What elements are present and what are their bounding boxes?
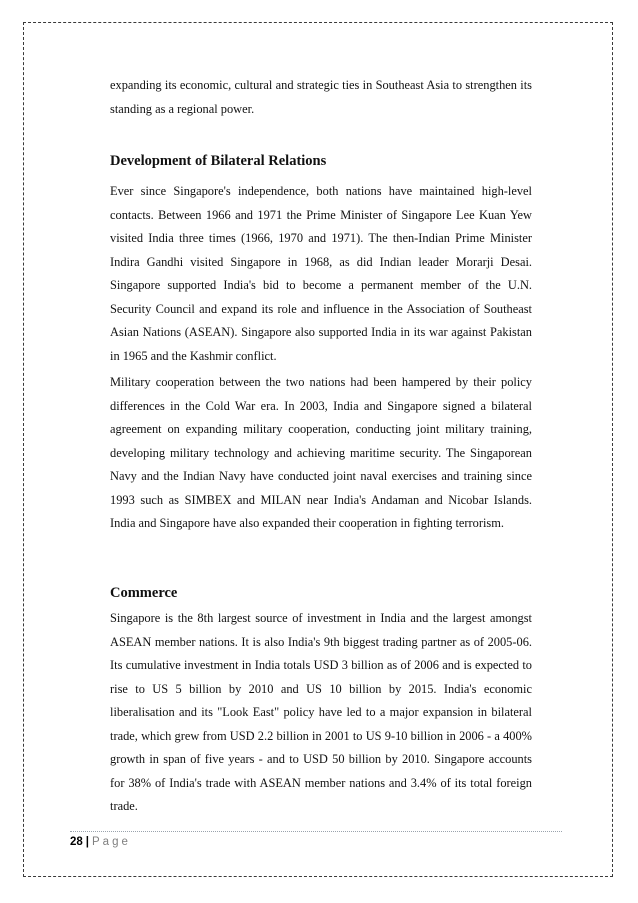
relations-section — [110, 151, 532, 171]
commerce-section — [110, 583, 532, 603]
relations-heading: Development of Bilateral Relations — [110, 153, 327, 169]
footer-rule — [70, 831, 562, 832]
commerce-paragraph: Singapore is the 8th largest source of investment in India and the largest amongst ASEAN member nations. It is also India's 9th biggest trading partner as of 2005-06. Its cumulative investment in India totals USD 3 billion as of 2006 and is expected to rise to US 5 billion by 2010 and US 10 billion by 2015. India's economic liberalisation and its "Look East" policy have led to a major expansion in bilateral trade, which grew from USD 2.2 billion in 2001 to US 9-10 billion in 2006 - a 400% growth in span of five years - and to USD 50 billion by 2010. Singapore accounts for 38% of India's trade with ASEAN member nations and 3.4% of its total foreign trade. — [110, 611, 532, 813]
relations-paragraph-1: Ever since Singapore's independence, both nations have maintained high-level contacts. Between 1966 and 1971 the Prime Minister of Singapore Lee Kuan Yew visited India three times (1966, 1970 and 1971). The then-Indian Prime Minister Indira Gandhi visited Singapore in 1968, as did Indian leader Morarji Desai. Singapore supported India's bid to become a permanent member of the U.N. Security Council and expand its role and influence in the Association of Southeast Asian Nations (ASEAN). Singapore also supported India in its war against Pakistan in 1965 and the Kashmir conflict. — [110, 184, 532, 363]
intro-paragraph: expanding its economic, cultural and strategic ties in Southeast Asia to strengthen its standing as a regional power. — [110, 78, 532, 116]
page-number: 28 — [70, 836, 83, 848]
relations-paragraph-2: Military cooperation between the two nations had been hampered by their policy differences in the Cold War era. In 2003, India and Singapore signed a bilateral agreement on expanding military cooperation, conducting joint military training, developing military technology and achieving maritime security. The Singaporean Navy and the Indian Navy have conducted joint naval exercises and training since 1993 such as SIMBEX and MILAN near India's Andaman and Nicobar Islands. India and Singapore have also expanded their cooperation in fighting terrorism. — [110, 375, 532, 530]
relations-paragraph-2-block — [110, 371, 532, 536]
page-label: Page — [92, 836, 131, 848]
commerce-heading: Commerce — [110, 585, 178, 601]
page-footer — [70, 836, 131, 848]
intro-block — [110, 74, 532, 121]
commerce-paragraph-block — [110, 607, 532, 819]
footer-separator: | — [85, 836, 90, 848]
relations-paragraph-1-block — [110, 180, 532, 368]
